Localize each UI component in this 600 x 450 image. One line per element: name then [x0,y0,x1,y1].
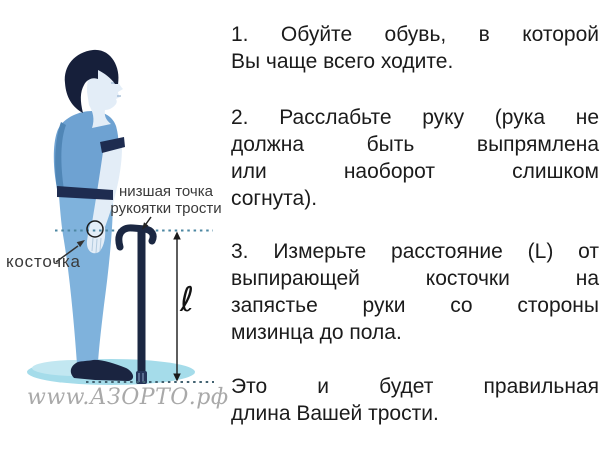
illustration-svg [0,0,230,450]
cane-handle-lowest-point-label [104,183,228,217]
instruction-line: 2. Расслабьте руку (рука не [231,106,599,129]
instruction-line: Это и будет правильная [231,375,599,398]
instruction-line: Вы чаще всего ходите. [231,50,454,73]
wrist-bone-label: косточка [6,252,81,271]
instruction-paragraph-4 [231,373,599,427]
instruction-line: или наоборот слишком [231,160,599,183]
instruction-line: 3. Измерьте расстояние (L) от [231,240,599,263]
cane-measurement-illustration [0,0,230,450]
handle-label-line2: рукоятки трости [110,200,222,217]
watermark: www.АЗОРТО.рф [27,385,229,410]
instruction-paragraph-3 [231,238,599,346]
instruction-line: запястье руки со стороны [231,294,599,317]
instructions-text [231,21,599,427]
instruction-paragraph-1 [231,21,599,75]
instruction-line: должна быть выпрямлена [231,133,599,156]
instruction-line: длина Вашей трости. [231,402,439,425]
instruction-line: выпирающей косточки на [231,267,599,290]
instruction-line: 1. Обуйте обувь, в которой [231,23,599,46]
instruction-line: мизинца до пола. [231,321,402,344]
instruction-paragraph-2 [231,104,599,212]
handle-label-line1: низшая точка [119,183,213,200]
instruction-line: согнута). [231,187,318,210]
length-symbol: ℓ [180,280,195,320]
